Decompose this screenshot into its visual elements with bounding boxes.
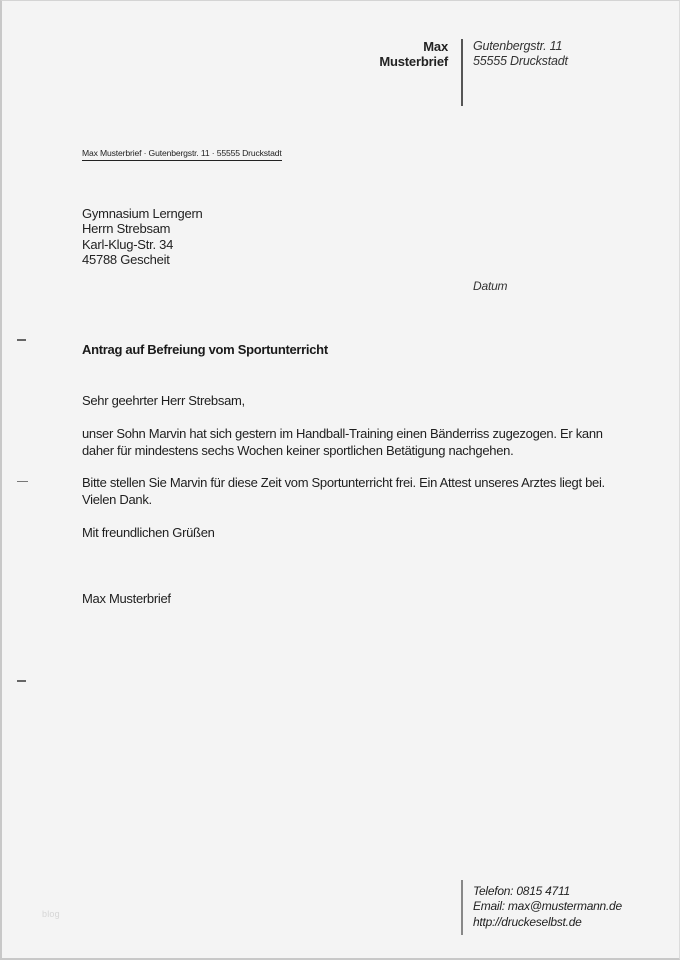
body-paragraph: unser Sohn Marvin hat sich gestern im Handball-Training einen Bänderriss zugezogen. Er kann daher für mindestens sechs Wochen keiner sportlichen Betätigung nachgehen. xyxy=(82,426,603,458)
fold-mark-top xyxy=(17,339,26,341)
footer-phone: Telefon: 0815 4711 xyxy=(473,884,570,898)
closing: Mit freundlichen Grüßen xyxy=(82,525,215,540)
punch-mark xyxy=(17,481,28,482)
date-field: Datum xyxy=(473,279,508,293)
sender-last-name: Musterbrief xyxy=(379,54,448,69)
watermark: blog xyxy=(42,909,60,919)
recipient-line: 45788 Gescheit xyxy=(82,251,170,267)
sender-name xyxy=(379,39,448,69)
return-address-line: Max Musterbrief · Gutenbergstr. 11 · 55555 Druckstadt xyxy=(82,148,282,161)
footer-contact xyxy=(473,884,622,930)
footer-divider xyxy=(461,880,463,935)
subject-line: Antrag auf Befreiung vom Sportunterricht xyxy=(82,342,328,357)
signature: Max Musterbrief xyxy=(82,591,171,606)
header-divider xyxy=(461,39,463,106)
footer-email: Email: max@mustermann.de xyxy=(473,899,622,914)
recipient-address xyxy=(82,206,203,267)
recipient-line: Karl-Klug-Str. 34 xyxy=(82,236,174,252)
sender-street: Gutenbergstr. 11 xyxy=(473,39,563,53)
sender-city: 55555 Druckstadt xyxy=(473,54,568,68)
fold-mark-bottom xyxy=(17,680,26,682)
recipient-line: Herrn Strebsam xyxy=(82,221,171,237)
body-paragraph: Bitte stellen Sie Marvin für diese Zeit vom Sportunterricht frei. Ein Attest unseres Arztes liegt bei. Vielen Dank. xyxy=(82,475,605,507)
salutation: Sehr geehrter Herr Strebsam, xyxy=(82,393,245,408)
sender-first-name: Max xyxy=(423,39,448,54)
footer-website: http://druckeselbst.de xyxy=(473,914,582,929)
recipient-line: Gymnasium Lerngern xyxy=(82,206,203,221)
sender-address xyxy=(473,39,568,69)
